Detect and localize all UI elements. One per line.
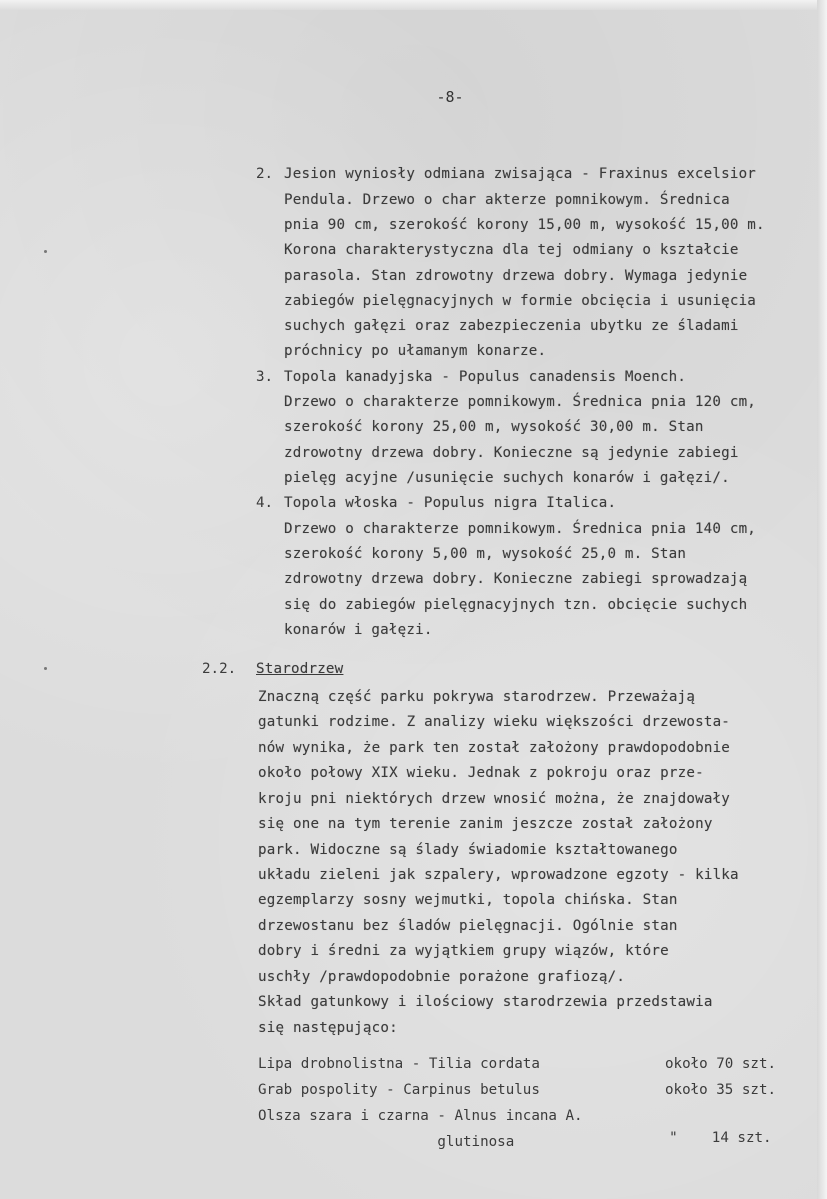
text-line: szerokość korony 5,00 m, wysokość 25,0 m. Stan — [284, 546, 687, 562]
text-line: Korona charakterystyczna dla tej odmiany o kształcie — [284, 242, 739, 258]
text-line: Topola kanadyjska - Populus canadensis Moench. — [284, 369, 687, 385]
text-line: się one na tym terenie zanim jeszcze został założony — [258, 816, 713, 832]
species-name: Olsza szara i czarna - Alnus incana A. — [258, 1108, 583, 1124]
species-count: " 14 szt. — [652, 1130, 772, 1146]
species-count: około 35 szt. — [665, 1082, 777, 1098]
text-line: park. Widoczne są ślady świadomie kształtowanego — [258, 842, 678, 858]
page-number: -8- — [436, 88, 464, 106]
text-line: zdrowotny drzewa dobry. Konieczne zabiegi sprowadzają — [284, 571, 748, 587]
text-line: się do zabiegów pielęgnacyjnych tzn. obcięcie suchych — [284, 597, 748, 613]
text-line: nów wynika, że park ten został założony prawdopodobnie — [258, 740, 731, 756]
text-line: drzewostanu bez śladów pielęgnacji. Ogólnie stan — [258, 918, 678, 934]
text-line: próchnicy po ułamanym konarze. — [284, 343, 547, 359]
species-count: około 70 szt. — [665, 1056, 777, 1072]
text-line: suchych gałęzi oraz zabezpieczenia ubytku ze śladami — [284, 318, 739, 334]
text-line: się następująco: — [258, 1020, 398, 1036]
text-line: parasola. Stan zdrowotny drzewa dobry. Wymaga jedynie — [284, 268, 748, 284]
section-title: Starodrzew — [256, 661, 344, 677]
text-line: zabiegów pielęgnacyjnych w formie obcięcia i usunięcia — [284, 293, 757, 309]
text-line: kroju pni niektórych drzew wnosić można, że znajdowały — [258, 791, 731, 807]
text-line: Drzewo o charakterze pomnikowym. Średnica pnia 120 cm, — [284, 394, 757, 410]
text-line: uschły /prawdopodobnie porażone grafiozą/. — [258, 969, 626, 985]
text-line: szerokość korony 25,00 m, wysokość 30,00 m. Stan — [284, 419, 704, 435]
text-line: konarów i gałęzi. — [284, 622, 433, 638]
species-name: Grab pospolity - Carpinus betulus — [258, 1082, 540, 1098]
text-line: egzemplarzy sosny wejmutki, topola chińska. Stan — [258, 892, 678, 908]
text-line: układu zieleni jak szpalery, wprowadzone egzoty - kilka — [258, 867, 739, 883]
text-line: Pendula. Drzewo o char akterze pomnikowym. Średnica — [284, 192, 730, 208]
text-line: Drzewo o charakterze pomnikowym. Średnica pnia 140 cm, — [284, 521, 757, 537]
margin-speck — [44, 250, 47, 253]
text-line: pielęg acyjne /usunięcie suchych konarów i gałęzi/. — [284, 470, 730, 486]
text-line: dobry i średni za wyjątkiem grupy wiązów, które — [258, 943, 669, 959]
text-line: Skład gatunkowy i ilościowy starodrzewia przedstawia — [258, 994, 713, 1010]
text-line: Znaczną część parku pokrywa starodrzew. Przeważają — [258, 689, 696, 705]
species-name: glutinosa — [258, 1134, 515, 1150]
text-line: około połowy XIX wieku. Jednak z pokroju oraz prze- — [258, 765, 704, 781]
text-line: Jesion wyniosły odmiana zwisająca - Fraxinus excelsior — [284, 166, 757, 182]
text-line: Topola włoska - Populus nigra Italica. — [284, 495, 617, 511]
item-number: 3. — [256, 369, 274, 385]
margin-speck — [44, 667, 47, 670]
text-line: gatunki rodzime. Z analizy wieku większości drzewosta- — [258, 714, 731, 730]
item-number: 2. — [256, 166, 274, 182]
text-line: zdrowotny drzewa dobry. Konieczne są jedynie zabiegi — [284, 445, 739, 461]
paper-edge-top — [0, 0, 827, 10]
paper-edge-right — [817, 0, 827, 1199]
text-line: pnia 90 cm, szerokość korony 15,00 m, wysokość 15,00 m. — [284, 217, 765, 233]
section-number: 2.2. — [202, 661, 237, 677]
item-number: 4. — [256, 495, 274, 511]
species-name: Lipa drobnolistna - Tilia cordata — [258, 1056, 540, 1072]
